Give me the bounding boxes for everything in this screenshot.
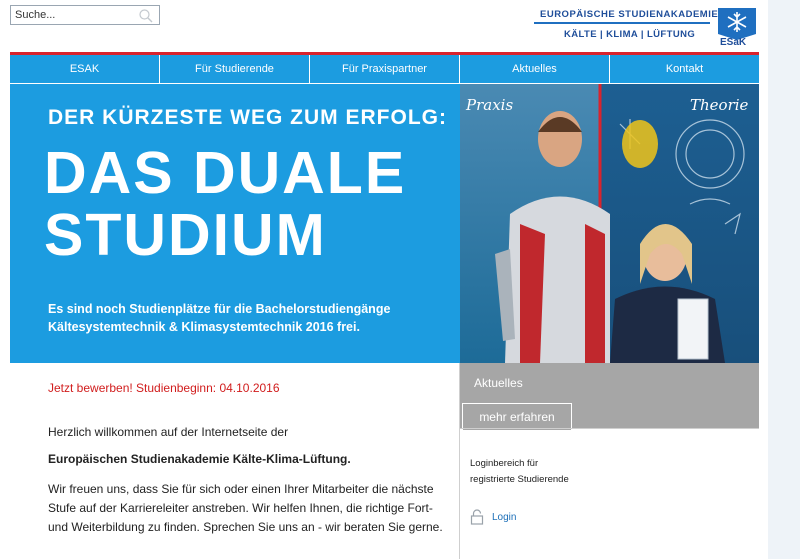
- logo-text-line2: KÄLTE | KLIMA | LÜFTUNG: [564, 29, 696, 40]
- hero-title-line1: DAS DUALE: [44, 140, 407, 206]
- esak-logo[interactable]: [534, 4, 762, 50]
- hero-banner[interactable]: [10, 84, 759, 363]
- logo-text-line1: EUROPÄISCHE STUDIENAKADEMIE: [540, 9, 719, 20]
- hero-pre-title: DER KÜRZESTE WEG ZUM ERFOLG:: [48, 106, 447, 129]
- photo-label-praxis: Praxis: [466, 96, 514, 114]
- news-panel-divider: [460, 428, 759, 429]
- welcome-text: Herzlich willkommen auf der Internetseite der: [48, 425, 289, 439]
- nav-item-esak[interactable]: ESAK: [10, 55, 160, 83]
- search-input[interactable]: [11, 6, 131, 24]
- hero-subtitle: [48, 300, 390, 336]
- logo-abbreviation: ESaK: [720, 37, 747, 48]
- nav-item-students[interactable]: Für Studierende: [160, 55, 310, 83]
- login-info: [470, 456, 569, 488]
- hero-title-line2: STUDIUM: [44, 202, 327, 268]
- photo-label-theorie: Theorie: [690, 96, 749, 114]
- login-label[interactable]: Login: [492, 511, 517, 523]
- news-title: Aktuelles: [474, 376, 523, 390]
- lock-icon: [470, 509, 484, 525]
- logo-divider: [534, 22, 710, 24]
- login-info-line2: registrierte Studierende: [470, 474, 569, 485]
- organization-name: Europäischen Studienakademie Kälte-Klima-Lüftung.: [48, 452, 351, 466]
- login-info-line1: Loginbereich für: [470, 458, 539, 469]
- hero-subtitle-line2: Kältesystemtechnik & Klimasystemtechnik 2016 frei.: [48, 320, 360, 334]
- intro-paragraph: Wir freuen uns, dass Sie für sich oder einen Ihrer Mitarbeiter die nächste Stufe auf der Karriereleiter anstreben. Wir helfen Ihnen, die richtige Fort- und Weiterbildung zu finden. Sprechen Sie uns an - wir beraten Sie gerne.: [48, 482, 443, 534]
- nav-item-partners[interactable]: Für Praxispartner: [310, 55, 460, 83]
- application-cta[interactable]: Jetzt bewerben! Studienbeginn: 04.10.2016: [48, 381, 280, 395]
- more-info-button[interactable]: mehr erfahren: [462, 403, 572, 430]
- hero-title: [44, 142, 406, 266]
- hero-subtitle-line1: Es sind noch Studienplätze für die Bachelorstudiengänge: [48, 302, 391, 316]
- nav-item-contact[interactable]: Kontakt: [665, 63, 704, 75]
- page-side-strip: [768, 0, 800, 559]
- nav-item-news[interactable]: Aktuelles: [460, 55, 610, 83]
- search-box[interactable]: [10, 5, 160, 25]
- login-link[interactable]: [470, 509, 516, 525]
- search-icon[interactable]: [138, 8, 154, 24]
- hero-photo: [460, 84, 759, 363]
- main-nav: [10, 55, 759, 83]
- news-panel: [460, 363, 759, 429]
